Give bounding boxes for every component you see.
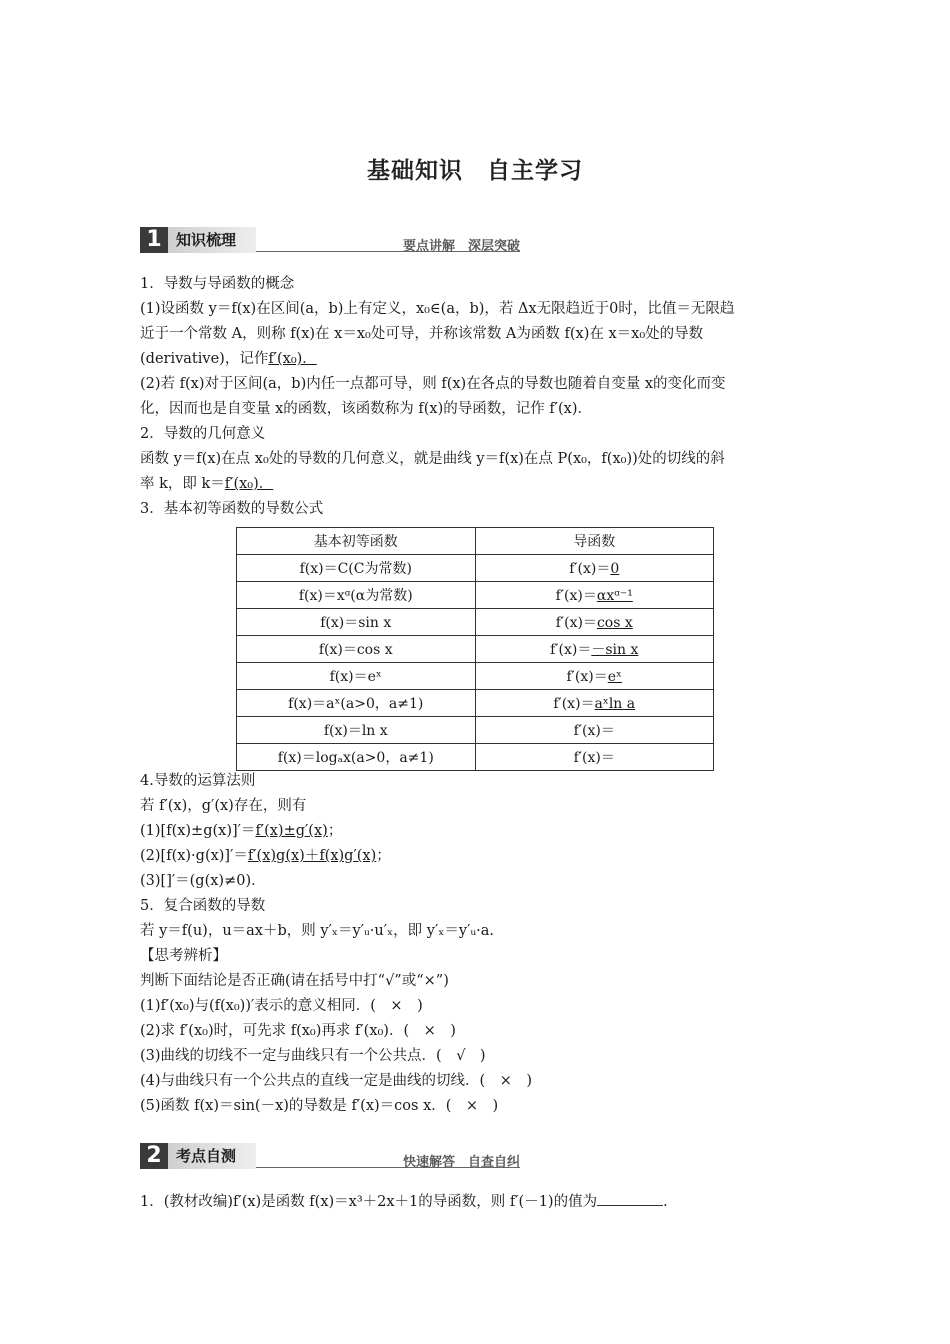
paragraph-line: 化，因而也是自变量 x的函数，该函数称为 f(x)的导函数，记作 f′(x)． — [140, 401, 593, 417]
section-header-knowledge — [140, 227, 520, 253]
answer-underline: －sin x — [591, 642, 639, 658]
table-header: 基本初等函数 — [237, 528, 476, 555]
table-header-row — [237, 528, 714, 555]
answer-underline: f′(x₀)． — [224, 476, 274, 492]
function-cell: f(x)＝C(C为常数) — [237, 555, 476, 582]
table-row — [237, 744, 714, 771]
text: f′(x)＝ — [555, 588, 597, 604]
question-1 — [140, 1190, 820, 1215]
paragraph-line — [140, 347, 820, 372]
table-row — [237, 582, 714, 609]
section-label: 考点自测 — [168, 1143, 256, 1169]
answer-underline: f′(x₀)． — [268, 351, 317, 367]
function-cell: f(x)＝xᵅ(α为常数) — [237, 582, 476, 609]
table-row — [237, 636, 714, 663]
function-cell: f(x)＝logₐx(a>0，a≠1) — [237, 744, 476, 771]
judgement-item: (3)曲线的切线不一定与曲线只有一个公共点．( √ ) — [140, 1048, 486, 1064]
text: 1．(教材改编)f′(x)是函数 f(x)＝x³＋2x＋1的导函数，则 f′(－1)的值为 — [140, 1194, 598, 1210]
paragraph-line: (2)若 f(x)对于区间(a，b)内任一点都可导，则 f(x)在各点的导数也随着自变量 x的变化而变 — [140, 376, 726, 392]
text: f′(x)＝ — [573, 723, 615, 739]
derivative-cell — [475, 609, 714, 636]
answer-underline: f′(x)±g′(x) — [255, 823, 328, 839]
text: f′(x)＝ — [569, 561, 611, 577]
table-row — [237, 609, 714, 636]
table-row — [237, 663, 714, 690]
answer-blank — [597, 1193, 663, 1206]
paragraph-line: 若 f′(x)，g′(x)存在，则有 — [140, 798, 307, 814]
text: ； — [327, 823, 343, 839]
judgement-item: (5)函数 f(x)＝sin(－x)的导数是 f′(x)＝cos x．( × ) — [140, 1098, 499, 1114]
derivative-cell — [475, 717, 714, 744]
heading-geometric-meaning: 2．导数的几何意义 — [140, 426, 266, 442]
heading-operation-rules: 4.导数的运算法则 — [140, 773, 256, 789]
section-label: 知识梳理 — [168, 227, 256, 253]
text: (derivative)，记作 — [140, 351, 269, 367]
text: (2)[f(x)·g(x)]′＝ — [140, 848, 248, 864]
heading-composite-derivative: 5．复合函数的导数 — [140, 898, 266, 914]
answer-underline: αxᵅ⁻¹ — [596, 588, 633, 604]
derivative-cell — [475, 690, 714, 717]
table-row — [237, 717, 714, 744]
answer-underline: 0 — [610, 561, 620, 577]
table-row — [237, 555, 714, 582]
heading-derivative-formulas: 3．基本初等函数的导数公式 — [140, 501, 324, 517]
heading-think: 【思考辨析】 — [140, 948, 227, 964]
answer-underline: cos x — [596, 615, 633, 631]
paragraph-line: (1)设函数 y＝f(x)在区间(a，b)上有定义，x₀∈(a，b)，若 Δx无限趋近于0时，比值＝无限趋 — [140, 301, 735, 317]
paragraph-line: 若 y＝f(u)，u＝ax＋b，则 y′ₓ＝y′ᵤ·u′ₓ，即 y′ₓ＝y′ᵤ·a. — [140, 923, 495, 939]
text: ； — [376, 848, 391, 864]
text: f′(x)＝ — [555, 615, 597, 631]
section-header-self-test — [140, 1143, 520, 1169]
paragraph-line: 函数 y＝f(x)在点 x₀处的导数的几何意义，就是曲线 y＝f(x)在点 P(x₀，f(x₀))处的切线的斜 — [140, 451, 725, 467]
judgement-item: (2)求 f′(x₀)时，可先求 f(x₀)再求 f′(x₀)．( × ) — [140, 1023, 456, 1039]
rule-quotient: (3)[]′＝(g(x)≠0)． — [140, 873, 266, 889]
text: (1)[f(x)±g(x)]′＝ — [140, 823, 256, 839]
judgement-item: (4)与曲线只有一个公共点的直线一定是曲线的切线．( × ) — [140, 1073, 533, 1089]
text: f′(x)＝ — [573, 750, 615, 766]
rule-sum — [140, 819, 820, 844]
section-subtitle: 快速解答 自查自纠 — [402, 1155, 520, 1170]
table-header: 导函数 — [475, 528, 714, 555]
paragraph-line — [140, 472, 820, 497]
function-cell: f(x)＝ln x — [237, 717, 476, 744]
text: . — [663, 1194, 668, 1210]
function-cell: f(x)＝sin x — [237, 609, 476, 636]
derivative-cell — [475, 663, 714, 690]
paragraph-line: 判断下面结论是否正确(请在括号中打“√”或“×”) — [140, 973, 449, 989]
section-number: 2 — [140, 1143, 168, 1169]
answer-underline: f′(x)g(x)＋f(x)g′(x) — [247, 848, 377, 864]
heading-derivative-concept: 1．导数与导函数的概念 — [140, 276, 295, 292]
paragraph-line: 近于一个常数 A，则称 f(x)在 x＝x₀处可导，并称该常数 A为函数 f(x)在 x＝x₀处的导数 — [140, 326, 704, 342]
table-row — [237, 690, 714, 717]
answer-underline: eˣ — [607, 669, 622, 685]
text: f′(x)＝ — [550, 642, 592, 658]
function-cell: f(x)＝eˣ — [237, 663, 476, 690]
rule-product — [140, 844, 820, 869]
section-subtitle: 要点讲解 深层突破 — [402, 239, 520, 254]
derivative-cell — [475, 636, 714, 663]
page-title: 基础知识 自主学习 — [367, 158, 583, 184]
text: f′(x)＝ — [566, 669, 608, 685]
judgement-item: (1)f′(x₀)与(f(x₀))′表示的意义相同．( × ) — [140, 998, 423, 1014]
derivative-formula-table — [236, 527, 714, 771]
function-cell: f(x)＝cos x — [237, 636, 476, 663]
text: 率 k，即 k＝ — [140, 476, 225, 492]
function-cell: f(x)＝aˣ(a>0，a≠1) — [237, 690, 476, 717]
section-number: 1 — [140, 227, 168, 253]
answer-underline: aˣln a — [594, 696, 636, 712]
derivative-cell — [475, 582, 714, 609]
derivative-cell — [475, 555, 714, 582]
derivative-cell — [475, 744, 714, 771]
text: f′(x)＝ — [553, 696, 595, 712]
